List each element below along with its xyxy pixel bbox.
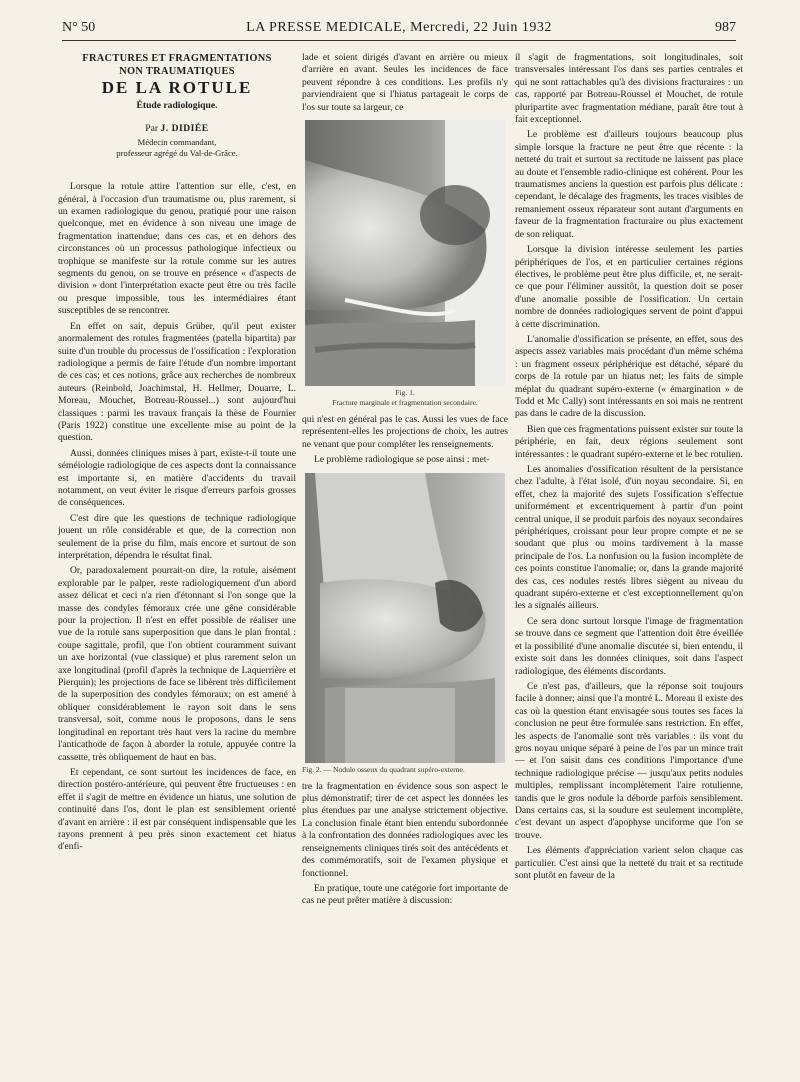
paragraph: Et cependant, ce sont surtout les incidences de face, en direction postéro-antérieure, qui peuvent être fructueuses : en effet il s'agit de mettre en évidence un hiatus, une solution de continuité dans l'os, dont le plan est sensiblement orienté d'avant en arrière : il est par conséquent indispensable que les rayons prennent à peu près sinon exactement cet hiatus d'enfi- xyxy=(58,766,296,853)
column-2 xyxy=(302,52,508,911)
author-name: J. DIDIÉE xyxy=(160,122,209,134)
paragraph: Ce sera donc surtout lorsque l'image de fragmentation se trouve dans ce segment que l'attention doit être éveillée et la possibilité d'une anomalie discutée si, bien entendu, il existe soit dans les données cliniques, soit dans l'aspect radiologique, des éléments discordants. xyxy=(515,615,743,677)
kicker-line-2: NON TRAUMATIQUES xyxy=(119,66,235,77)
paragraph: Or, paradoxalement pourrait-on dire, la rotule, aisément explorable par le palper, reste radiologiquement d'un abord assez délicat et ceci n'a rien d'étonnant si l'on songe que la masse des condyles fémoraux crée une gêne considérable pour la projection. Il n'est en effet possible de réaliser une vue de la rotule sans superposition que dans le plan frontal : coupe sagittale, profil, que l'on obtient couramment suivant un axe horizontal (vue classique) et plus rarement selon un axe longitudinal (profil d'après la technique de Laquerrière et Pierquin); les projections de face se libèrent très difficilement de la superposition des condyles fémoraux; on est amené à obliquer considérablement le rayon soit dans le sens transversal, soit, comme nous le proposons, dans le sens longitudinal en reportant très haut vers la racine du membre l'anticathode de façon à aborder la rotule, appuyée contre la cassette, très obliquement de haut en bas. xyxy=(58,565,296,763)
affiliation-line-1: Médecin commandant, xyxy=(137,137,217,148)
article-kicker xyxy=(58,52,296,78)
paragraph: tre la fragmentation en évidence sous son aspect le plus démonstratif; tirer de cet aspect les données les plus étendues par une analyse strictement objective. La conclusion finale étant bien entendu subordonnée à la confrontation des données radiologiques avec les renseignements cliniques tirés soit des antécédents et des commémoratifs, soit de l'examen physique et fonctionnel. xyxy=(302,780,508,879)
paragraph: Ce n'est pas, d'ailleurs, que la réponse soit toujours facile à donner; ainsi que l'a montré L. Moreau il existe des cas où la question étant envisagée sous toutes ses faces la conclusion ne peut être formulée sans restriction. En effet, les aspects de l'anomalie sont très variables : ils vont du gros noyau unique séparé à peine de l'os par un mince trait — et l'on saisit dans ces conditions l'importance d'une technique radiologique précise — jusqu'aux petits nodules multiples, remplissant incomplètement l'aire rotulienne, tandis que le gros nodule la déborde parfois sensiblement. Dans certains cas, si la soudure est seulement incomplète, c'est devant un aspect d'apophyse unciforme que l'on se trouve. xyxy=(515,680,743,841)
kicker-line-1: FRACTURES ET FRAGMENTATIONS xyxy=(82,53,272,64)
paragraph: Le problème radiologique se pose ainsi : met- xyxy=(314,454,490,466)
page-header xyxy=(62,18,736,41)
paragraph: Lorsque la rotule attire l'attention sur elle, c'est, en général, à l'occasion d'un traumatisme ou, plus rarement, si un examen radiologique du genou, pratiqué pour une raison quelconque, met en évidence à son niveau une image de fragmentation inattendue; dans ces cas, et en dehors des circonstances où un processus pathologique infectieux ou trophique se manifeste sur la rotule comme sur les autres segments du genou, on se trouve en présence « d'aspects de division » dont l'interprétation exacte peut être ou très facile ou presque impossible, tous les intermédiaires étant susceptibles de se rencontrer. xyxy=(58,181,296,317)
byline xyxy=(58,123,296,135)
paragraph: lade et soient dirigés d'avant en arrière ou mieux d'arrière en avant. Seules les incidences de face peuvent répondre à ces conditions. Les profils n'y parviendraient que si l'hiatus partageait le corps de l'os sur toute sa largeur, ce xyxy=(302,52,508,113)
paragraph: il s'agit de fragmentations, soit longitudinales, soit transversales intéressant l'os dans ses parties centrales et qui ne sont rattachables qu'à des divisions fracturaires : un cas, rapporté par Botreau-Roussel et Mouchet, de rotule pluripartite avec fragmentation médiane, paraît être tout à fait exceptionnel. xyxy=(515,52,743,126)
article-heading xyxy=(58,52,296,159)
figure-1-caption xyxy=(302,388,508,408)
issue-number: N° 50 xyxy=(62,20,96,35)
column-1 xyxy=(58,52,296,857)
figure-1-number: Fig. 1. xyxy=(395,388,415,398)
paragraph: Les anomalies d'ossification résultent de la persistance chez l'adulte, à l'état isolé, d'un noyau secondaire. Si, en effet, chez la majorité des sujets l'ossification s'effectue uniformément et excentriquement à partir d'un point central unique, il se produit parfois des noyaux secondaires périphériques, croissant pour leur propre compte et ne se soudant que plus ou moins tardivement à la masse principale de l'os. La nonfusion ou la fusion incomplète de ces points constitue l'anomalie; or, dans la grande majorité des cas, ces nodules restés libres siègent au niveau du quadrant supéro-externe et c'est exceptionnellement qu'on les a signalés ailleurs. xyxy=(515,464,743,612)
figure-1 xyxy=(302,120,508,408)
article-title: DE LA ROTULE xyxy=(101,78,253,97)
paragraph: Bien que ces fragmentations puissent exister sur toute la périphérie, en fait, deux régions seulement sont intéressantes : le quadrant supéro-externe et le bec rotulien. xyxy=(515,423,743,460)
paragraph: L'anomalie d'ossification se présente, en effet, sous des aspects assez variables mais procédant d'un même schéma : un fragment osseux périphérique est détaché, séparé du corps de la rotule par un hiatus net; les faits de simple méplat du quadrant supéro-externe (« émargination » de Todd et Mc Cally) sont intéressants en soi mais ne rentrent pas dans le cadre de la discussion. xyxy=(515,333,743,420)
column-3 xyxy=(515,52,743,885)
byline-prefix: Par xyxy=(145,122,159,134)
paragraph: Le problème est d'ailleurs toujours beaucoup plus simple lorsque la fracture ne peut être que récente : la netteté du trait et surtout sa rectitude ne laissent pas place au doute et l'ensemble radio-clinique est cohérent. Pour les traumatismes anciens la question est parfois plus délicate : cependant, le décalage des fragments, les traces visibles de remaniement osseux réparateur sont autant d'arguments en faveur de la fragmentation fracturaire ou plus exactement de son reliquat. xyxy=(515,129,743,240)
paragraph: qui n'est en général pas le cas. Aussi les vues de face représentent-elles les projections de choix, les autres ne venant que pour compléter les renseignements. xyxy=(302,414,508,450)
paragraph: Lorsque la division intéresse seulement les parties périphériques de l'os, et en particulier certaines régions électives, le problème peut être plus difficile, et, ne serait-ce que pour l'éliminer aussitôt, la question doit se poser d'une anomalie possible de l'ossification. Un certain nombre de données radiologiques servent de point d'appui à cette discrimination. xyxy=(515,244,743,330)
xray-image-1 xyxy=(305,120,505,386)
journal-title: LA PRESSE MEDICALE, Mercredi, 22 Juin 1932 xyxy=(246,20,552,35)
paragraph: En effet on sait, depuis Grüber, qu'il peut exister anormalement des rotules fragmentées (patella bipartita) par suite d'un trouble du processus de l'ossification : l'exploration radiologique a permis de faire l'étude d'un nombre important de ces cas; et ces notions, grâce aux recherches de nombreux auteurs (Reinbold, Joachimstal, H. Hellmer, Douarre, L. Moreau, Mouchet, Botreau-Roussel...) sont aujourd'hui classiques : parmi les travaux français la thèse de Fournier (Paris 1922) constitue une excellente mise au point de la question. xyxy=(58,320,296,444)
paragraph: C'est dire que les questions de technique radiologique jouent un rôle considérable et que, de la correction non seulement de la prise du film, mais encore et surtout de son interprétation, dépendra le résultat final. xyxy=(58,512,296,561)
figure-2-caption: Fig. 2. — Nodule osseux du quadrant supéro-externe. xyxy=(302,764,465,774)
author-affiliation xyxy=(58,137,296,159)
article-subtitle: Étude radiologique. xyxy=(136,100,218,112)
paragraph: En pratique, toute une catégorie fort importante de cas ne peut prêter matière à discussion: xyxy=(302,882,508,907)
xray-image-2 xyxy=(305,473,505,763)
paragraph: Les éléments d'appréciation varient selon chaque cas particulier. C'est ainsi que la netteté du trait et sa rectitude sont plutôt en faveur de la xyxy=(515,845,743,881)
page-number: 987 xyxy=(715,20,736,35)
figure-1-title: Fracture marginale et fragmentation secondaire. xyxy=(332,398,478,408)
paragraph: Aussi, données cliniques mises à part, existe-t-il toute une séméiologie radiologique de ces aspects dont la connaissance est importante si, en matière d'accidents du travail notamment, on veut éviter le risque d'erreurs parfois grosses de conséquences. xyxy=(58,447,296,509)
affiliation-line-2: professeur agrégé du Val-de-Grâce. xyxy=(116,148,238,159)
figure-2 xyxy=(302,473,508,775)
